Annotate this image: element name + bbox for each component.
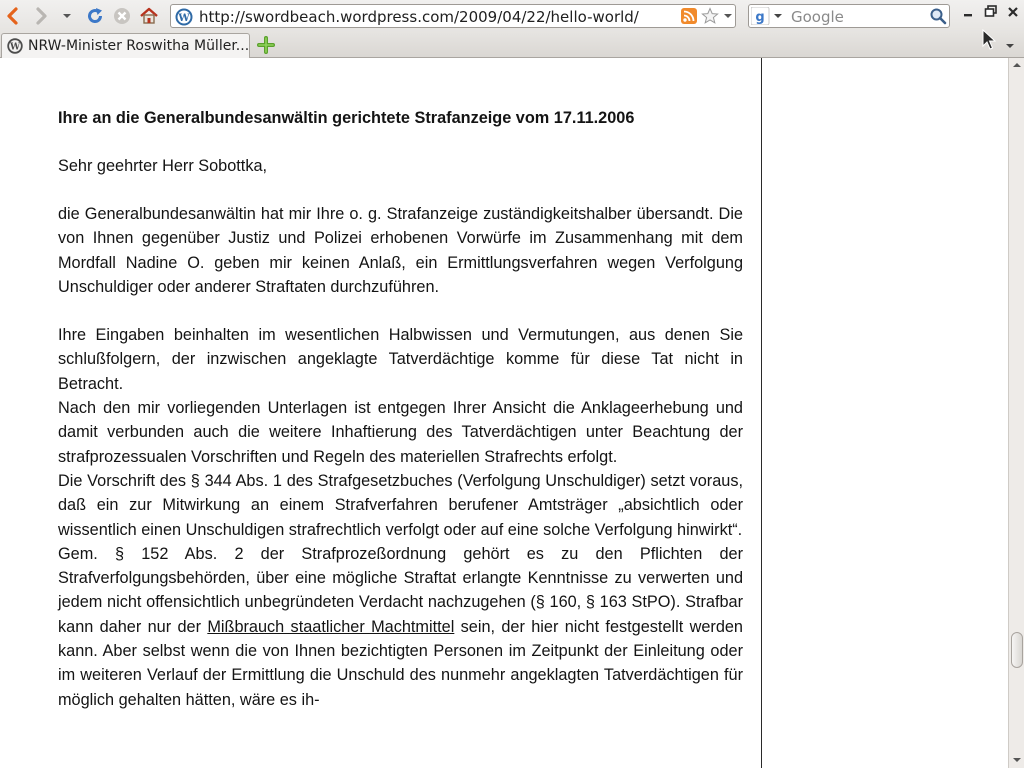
back-arrow-icon — [3, 6, 23, 26]
tab-strip — [0, 32, 1024, 58]
svg-text:W: W — [9, 42, 21, 53]
scroll-up-arrow-icon[interactable] — [1009, 58, 1024, 72]
restore-window-icon[interactable] — [984, 4, 998, 20]
scanned-letter — [58, 106, 743, 712]
reload-icon — [85, 6, 105, 26]
scrollbar-thumb[interactable] — [1011, 632, 1023, 668]
google-icon — [751, 7, 773, 25]
letter-paragraph: Ihre Eingaben beinhalten im wesentlichen Halbwissen und Vermutungen, aus denen Sie schlußfolgern, der inzwischen angeklagte Tatverdächtige komme für diese Tat nicht in Betracht. — [58, 326, 743, 393]
url-history-dropdown-icon[interactable] — [722, 8, 734, 24]
forward-button[interactable] — [28, 3, 54, 29]
chevron-down-icon — [773, 11, 783, 21]
back-button[interactable] — [0, 3, 26, 29]
wordpress-icon — [175, 8, 193, 26]
stop-button[interactable] — [109, 3, 135, 29]
underlined-phrase: Mißbrauch staatlicher Machtmittel — [207, 617, 455, 636]
search-input[interactable]: Google — [791, 8, 844, 26]
scroll-down-arrow-icon[interactable] — [1009, 752, 1024, 768]
wordpress-icon — [7, 38, 23, 54]
home-icon — [139, 6, 159, 26]
letter-paragraph: Die Vorschrift des § 344 Abs. 1 des Strafgesetzbuches (Verfolgung Unschuldiger) setzt voraus, daß ein zur Mitwirkung an einem Strafverfahren berufener Amtsträger „absichtlich oder wissentlich einen Unschuldigen strafrechtlich verfolgt oder auf eine solche Verfolgung hinwirkt“. — [58, 471, 743, 539]
home-button[interactable] — [136, 3, 162, 29]
stop-icon — [112, 6, 132, 26]
address-bar[interactable] — [170, 4, 736, 28]
vertical-scrollbar[interactable] — [1008, 58, 1024, 768]
address-url[interactable]: http://swordbeach.wordpress.com/2009/04/22/hello-world/ — [199, 8, 639, 26]
navigation-toolbar — [0, 0, 1024, 32]
letter-subject: Ihre an die Generalbundesanwältin gerichtete Strafanzeige vom 17.11.2006 — [58, 109, 635, 127]
minimize-window-icon[interactable] — [962, 4, 976, 20]
letter-paragraph: die Generalbundesanwältin hat mir Ihre o. g. Strafanzeige zuständigkeitshalber übersandt. Die von Ihnen gegenüber Justiz und Polizei erhobenen Vorwürfe im Zusammenhang mit dem Mordfall Nadine O. geben mir keinen Anlaß, ein Ermittlungsverfahren wegen Verfolgung Unschuldiger oder anderer Straftaten durchzuführen. — [58, 205, 743, 296]
tab-active[interactable] — [1, 33, 250, 58]
tab-title: NRW-Minister Roswitha Müller... — [28, 38, 250, 54]
history-dropdown-button[interactable] — [56, 3, 78, 29]
mouse-cursor-icon — [982, 29, 996, 51]
svg-text:W: W — [178, 13, 190, 24]
letter-text: Gem. § 152 Abs. 2 der Strafprozeßordnung gehört es zu den Pflichten der Strafverfolgungsbehörden, über eine mögliche Straftat erlangte Kenntnisse zu verwerten und jedem nicht offensichtlich unbegründeten Verdacht nachzugehen (§ 160, § 163 StPO). Strafbar kann daher nur der — [58, 544, 743, 636]
letter-text: sein, der hier nicht festgestellt werden kann. Aber selbst wenn die von Ihnen bezichtigten Personen im Zeitpunkt der Einleitung oder im weiteren Verlauf der Ermittlung die Unschuld des nunmehr angeklagten Tatverdächtigen für möglich gehalten hätten, wäre es ih- — [58, 617, 743, 709]
page-content — [0, 58, 1008, 768]
tab-list-dropdown-icon[interactable] — [1004, 42, 1016, 52]
chevron-down-icon — [61, 10, 73, 22]
close-window-icon[interactable] — [1006, 4, 1020, 20]
svg-text:g: g — [755, 10, 765, 25]
letter-paragraph: Nach den mir vorliegenden Unterlagen ist entgegen Ihrer Ansicht die Anklageerhebung und damit verbunden auch die weitere Inhaftierung des Tatverdächtigen unter Beachtung der strafprozessualen Vorschriften und Regeln des materiellen Strafrechts erfolgt. — [58, 399, 743, 466]
reload-button[interactable] — [82, 3, 108, 29]
scan-edge-divider — [761, 58, 762, 768]
rss-feed-icon[interactable] — [681, 8, 697, 24]
letter-greeting: Sehr geehrter Herr Sobottka, — [58, 157, 268, 175]
forward-arrow-icon — [31, 6, 51, 26]
search-engine-selector[interactable] — [751, 7, 787, 25]
search-bar[interactable] — [748, 4, 950, 28]
new-tab-plus-icon[interactable] — [257, 36, 275, 54]
search-icon[interactable] — [929, 7, 947, 25]
letter-paragraph — [58, 542, 743, 712]
bookmark-star-icon[interactable] — [701, 7, 719, 25]
